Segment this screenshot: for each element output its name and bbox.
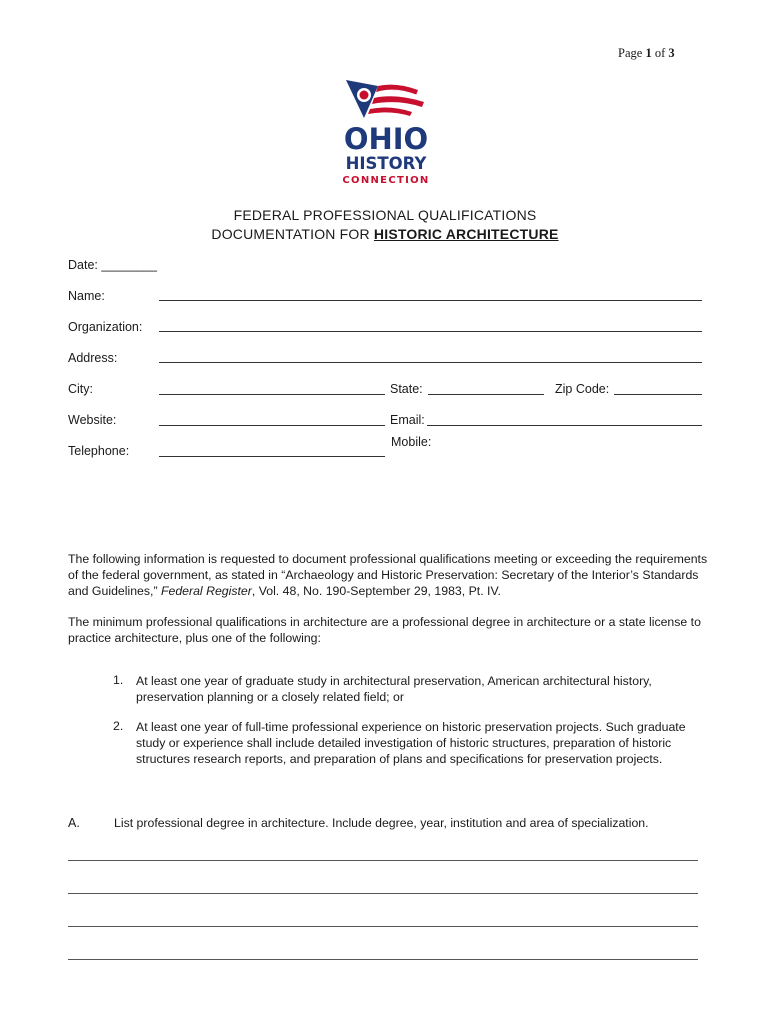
name-label: Name: — [68, 289, 105, 303]
answer-line[interactable] — [68, 893, 698, 894]
city-label: City: — [68, 382, 93, 396]
ohio-history-connection-logo — [334, 76, 438, 188]
flag-icon — [334, 76, 438, 122]
website-label: Website: — [68, 413, 117, 427]
list-item-number: 2. — [113, 719, 124, 733]
list-item-text: At least one year of graduate study in architectural preservation, American architectural history, preservation planning or a closely related field; or — [136, 674, 652, 704]
list-item-number: 1. — [113, 673, 124, 687]
state-field[interactable] — [428, 394, 544, 395]
page-number: Page 1 of 3 — [618, 46, 675, 60]
zip-code-label: Zip Code: — [555, 382, 610, 396]
logo-ohio-text: OHIO — [343, 122, 429, 156]
name-field[interactable] — [159, 300, 702, 301]
list-item-text: At least one year of full-time professional experience on historic preservation projects. Such graduate study or experience shall include detailed investigation of historic structures, preparation of historic structures research reports, and preparation of plans and specifications for preservation projects. — [136, 720, 686, 766]
address-field[interactable] — [159, 362, 702, 363]
qualifications-paragraph: The minimum professional qualifications in architecture are a professional degree in architecture or a state license to practice architecture, plus one of the following: — [68, 615, 701, 645]
title-highlight: HISTORIC ARCHITECTURE — [373, 226, 559, 242]
answer-line[interactable] — [68, 860, 698, 861]
document-title-line2: DOCUMENTATION FOR HISTORIC ARCHITECTURE — [211, 226, 559, 242]
section-a-letter: A. — [68, 816, 80, 830]
section-a-prompt: List professional degree in architecture. Include degree, year, institution and area of specialization. — [114, 816, 649, 830]
document-title-line1: FEDERAL PROFESSIONAL QUALIFICATIONS — [233, 207, 537, 223]
answer-line[interactable] — [68, 926, 698, 927]
date-label: Date: ________ — [68, 258, 157, 272]
city-field[interactable] — [159, 394, 385, 395]
zip-code-field[interactable] — [614, 394, 702, 395]
state-label: State: — [390, 382, 423, 396]
answer-line[interactable] — [68, 959, 698, 960]
logo-history-text: HISTORY — [345, 154, 427, 173]
intro-paragraph: The following information is requested to document professional qualifications meeting or exceeding the requirements of the federal government, as stated in “Archaeology and Historic Preservation: Secretary of the Interior’s Standards and Guidelines,” Federal Register, Vol. 48, No. 190-September 29, 1983, Pt. IV. — [68, 552, 708, 598]
email-field[interactable] — [427, 425, 702, 426]
mobile-label: Mobile: — [391, 435, 432, 449]
organization-label: Organization: — [68, 320, 143, 334]
telephone-field[interactable] — [159, 456, 385, 457]
website-field[interactable] — [159, 425, 385, 426]
address-label: Address: — [68, 351, 118, 365]
organization-field[interactable] — [159, 331, 702, 332]
telephone-label: Telephone: — [68, 444, 130, 458]
logo-connection-text: CONNECTION — [342, 175, 430, 186]
email-label: Email: — [390, 413, 425, 427]
